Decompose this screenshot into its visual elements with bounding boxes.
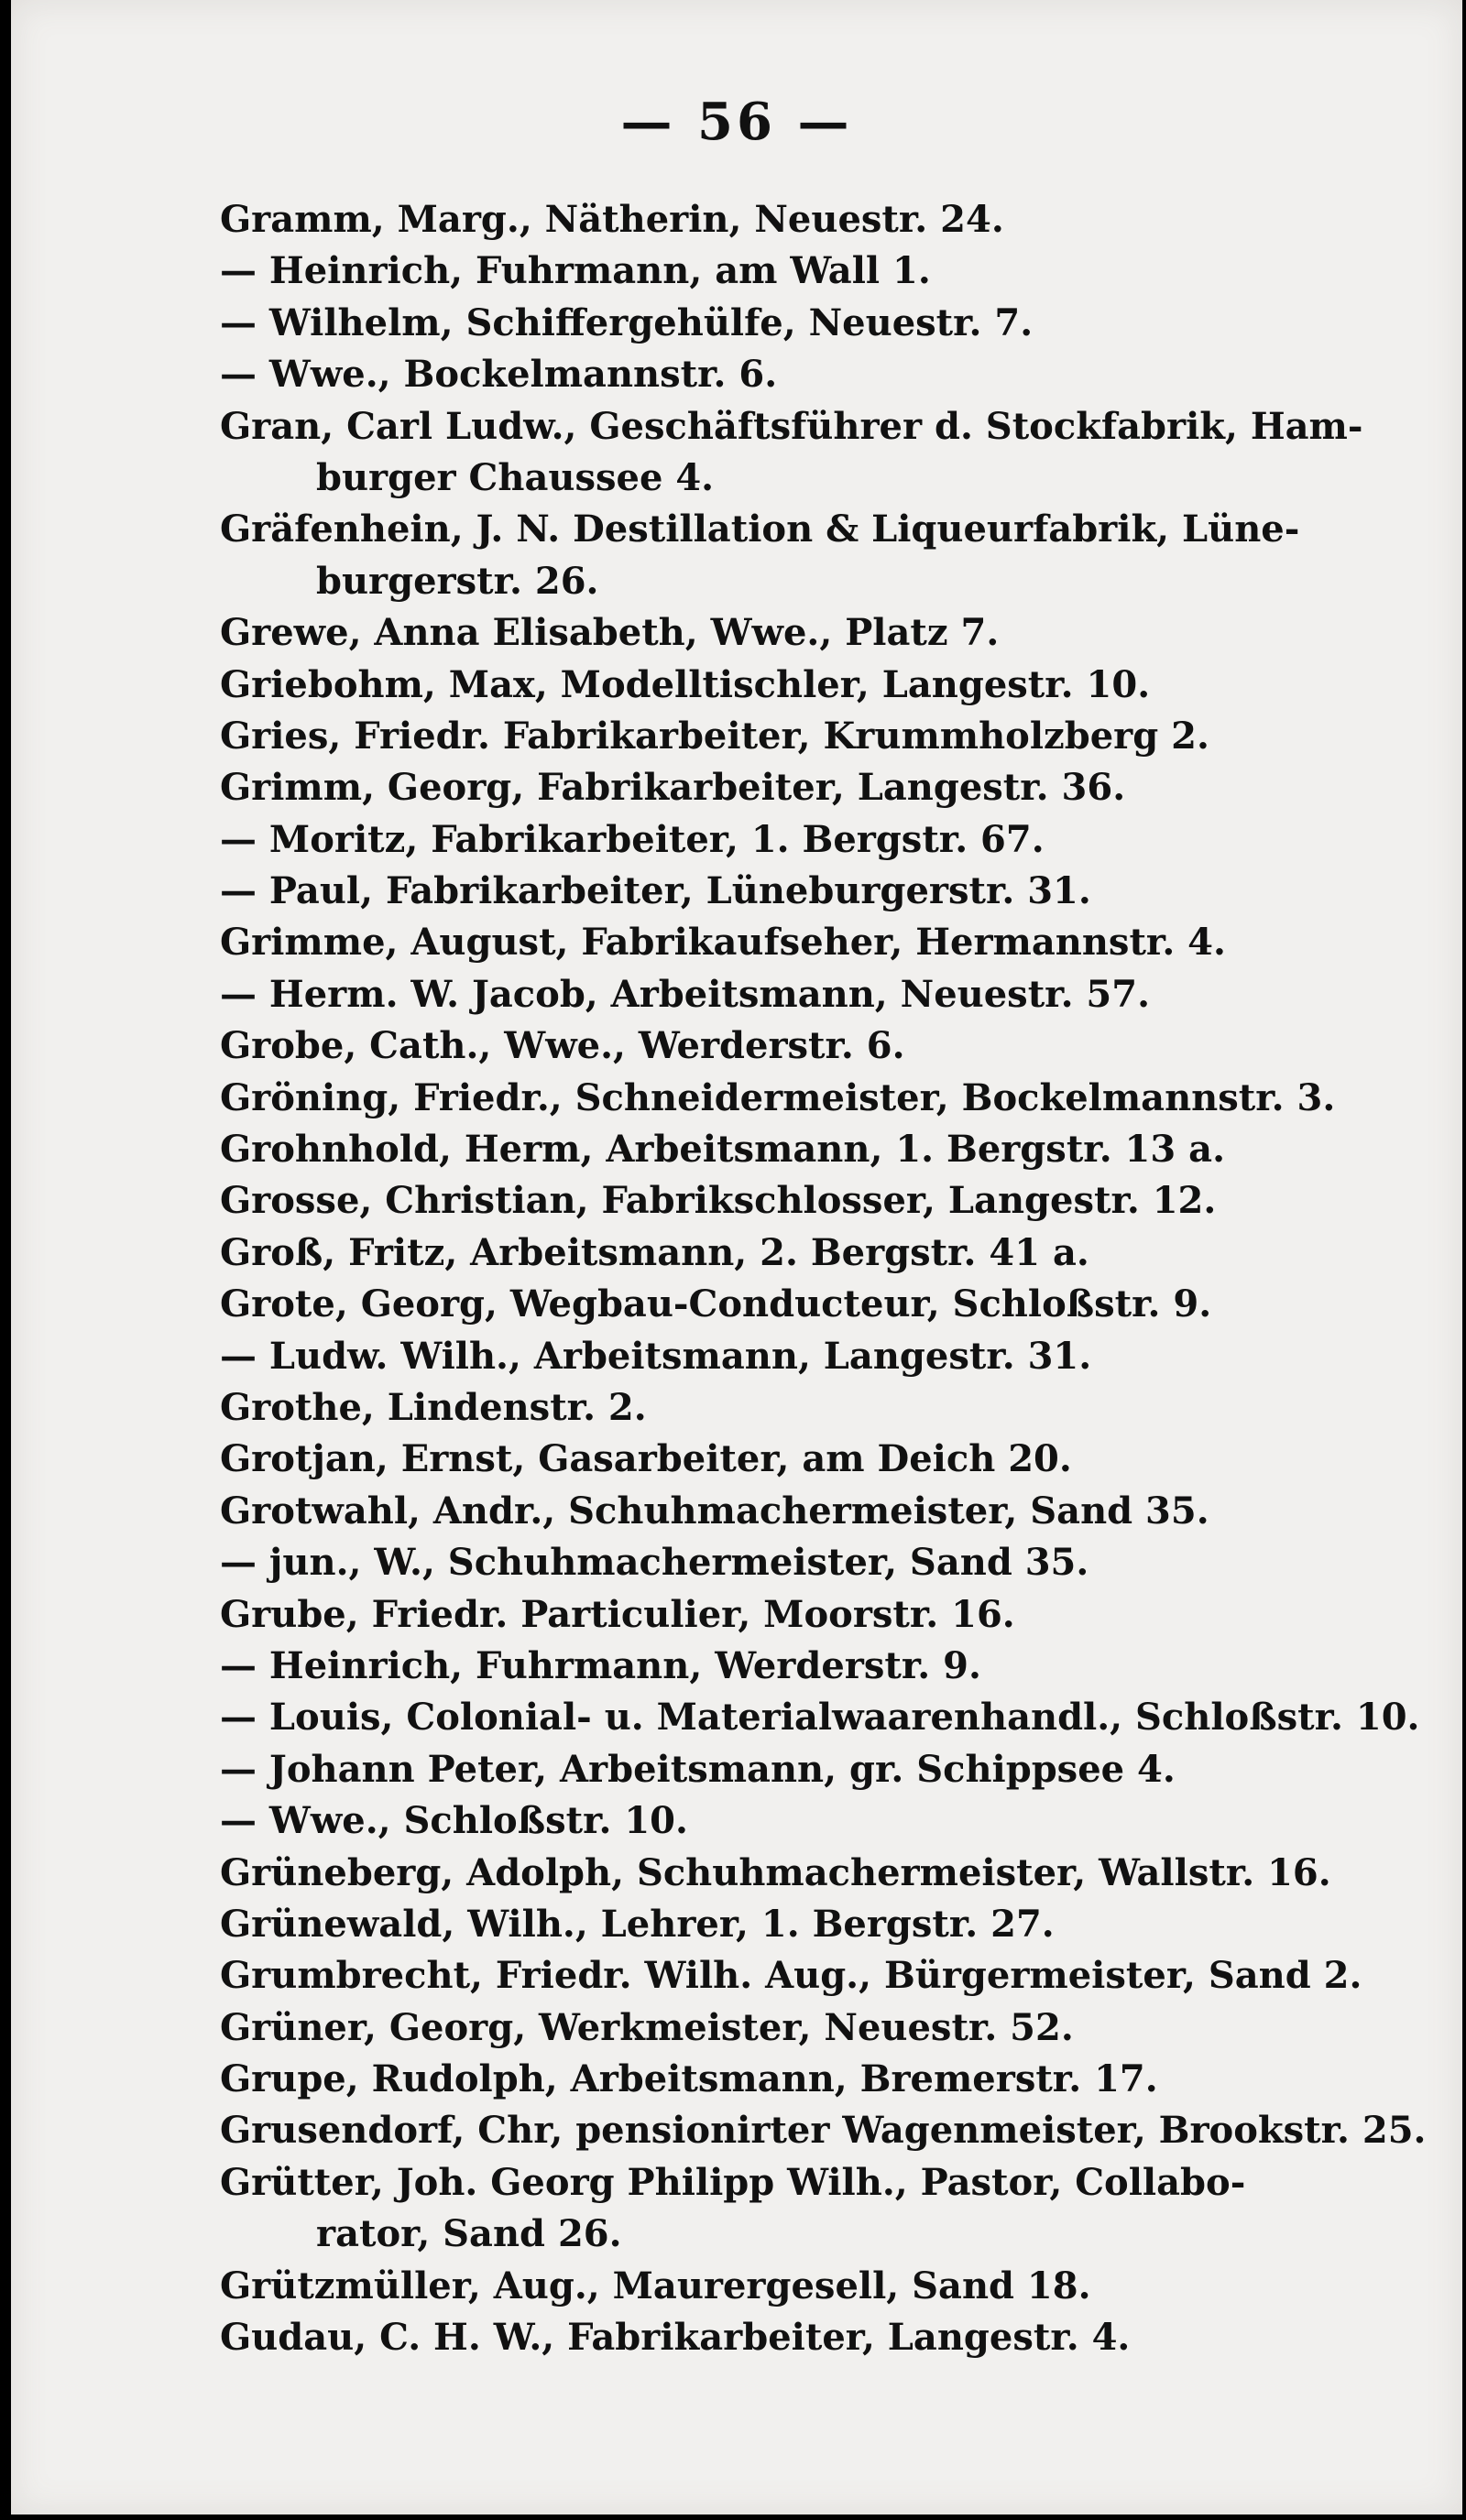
entry-continuation: burger Chaussee 4. — [316, 455, 715, 499]
entry-line: — Heinrich, Fuhrmann, am Wall 1. — [220, 249, 931, 293]
entry-line: Grünewald, Wilh., Lehrer, 1. Bergstr. 27. — [220, 1902, 1055, 1946]
entry-line: — Wilhelm, Schiffergehülfe, Neuestr. 7. — [220, 300, 1034, 344]
entry-line: Grütter, Joh. Georg Philipp Wilh., Pastor, Collabo- — [220, 2160, 1246, 2204]
entry-line: Grobe, Cath., Wwe., Werderstr. 6. — [220, 1024, 905, 1068]
entry-line: — Johann Peter, Arbeitsmann, gr. Schippsee 4. — [220, 1747, 1176, 1791]
entry-continuation: burgerstr. 26. — [316, 559, 599, 603]
entry-line: Grohnhold, Herm, Arbeitsmann, 1. Bergstr. 13 a. — [220, 1128, 1225, 1172]
entry-continuation: rator, Sand 26. — [316, 2212, 622, 2256]
entry-line: — Paul, Fabrikarbeiter, Lüneburgerstr. 31. — [220, 869, 1091, 913]
entry-line: Grüner, Georg, Werkmeister, Neuestr. 52. — [220, 2005, 1074, 2049]
entry-line: Grimm, Georg, Fabrikarbeiter, Langestr. 36. — [220, 766, 1126, 810]
entry-line: Gramm, Marg., Nätherin, Neuestr. 24. — [220, 198, 1004, 241]
entry-line: — Herm. W. Jacob, Arbeitsmann, Neuestr. 57. — [220, 972, 1151, 1016]
entry-line: Grosse, Christian, Fabrikschlosser, Langestr. 12. — [220, 1179, 1217, 1223]
entry-line: Grube, Friedr. Particulier, Moorstr. 16. — [220, 1592, 1015, 1636]
entry-line: Groß, Fritz, Arbeitsmann, 2. Bergstr. 41 a. — [220, 1230, 1089, 1274]
entry-line: Grüneberg, Adolph, Schuhmachermeister, Wallstr. 16. — [220, 1850, 1331, 1894]
entry-line: Grewe, Anna Elisabeth, Wwe., Platz 7. — [220, 611, 1000, 655]
entry-line: — Wwe., Bockelmannstr. 6. — [220, 353, 778, 397]
entry-line: Grusendorf, Chr, pensionirter Wagenmeister, Brookstr. 25. — [220, 2109, 1427, 2153]
entry-line: Grumbrecht, Friedr. Wilh. Aug., Bürgermeister, Sand 2. — [220, 1954, 1362, 1998]
entry-line: Gröning, Friedr., Schneidermeister, Bockelmannstr. 3. — [220, 1075, 1336, 1119]
entry-line: Grote, Georg, Wegbau-Conducteur, Schloßstr. 9. — [220, 1282, 1212, 1326]
entry-line: Grotjan, Ernst, Gasarbeiter, am Deich 20. — [220, 1437, 1072, 1481]
directory-entries — [220, 194, 1439, 2363]
entry-line: — jun., W., Schuhmachermeister, Sand 35. — [220, 1541, 1089, 1585]
entry-line: Grützmüller, Aug., Maurergesell, Sand 18. — [220, 2264, 1091, 2307]
entry-line: — Louis, Colonial- u. Materialwaarenhandl., Schloßstr. 10. — [220, 1696, 1420, 1740]
page-number: — 56 — — [620, 92, 853, 152]
entry-line: Grupe, Rudolph, Arbeitsmann, Bremerstr. 17. — [220, 2057, 1158, 2101]
entry-line: Gräfenhein, J. N. Destillation & Liqueurfabrik, Lüne- — [220, 507, 1300, 551]
entry-line: — Wwe., Schloßstr. 10. — [220, 1799, 688, 1843]
entry-line: Gudau, C. H. W., Fabrikarbeiter, Langestr. 4. — [220, 2316, 1131, 2360]
entry-line: Grotwahl, Andr., Schuhmachermeister, Sand 35. — [220, 1489, 1209, 1533]
entry-line: — Ludw. Wilh., Arbeitsmann, Langestr. 31. — [220, 1334, 1092, 1378]
entry-line: — Heinrich, Fuhrmann, Werderstr. 9. — [220, 1643, 981, 1687]
entry-line: Gries, Friedr. Fabrikarbeiter, Krummholzberg 2. — [220, 714, 1209, 758]
paper-page — [11, 0, 1462, 2515]
entry-line: — Moritz, Fabrikarbeiter, 1. Bergstr. 67. — [220, 817, 1045, 861]
entry-line: Grimme, August, Fabrikaufseher, Hermannstr. 4. — [220, 921, 1226, 965]
entry-line: Grothe, Lindenstr. 2. — [220, 1385, 647, 1429]
entry-line: Gran, Carl Ludw., Geschäftsführer d. Stockfabrik, Ham- — [220, 404, 1363, 448]
entry-line: Griebohm, Max, Modelltischler, Langestr. 10. — [220, 662, 1151, 706]
